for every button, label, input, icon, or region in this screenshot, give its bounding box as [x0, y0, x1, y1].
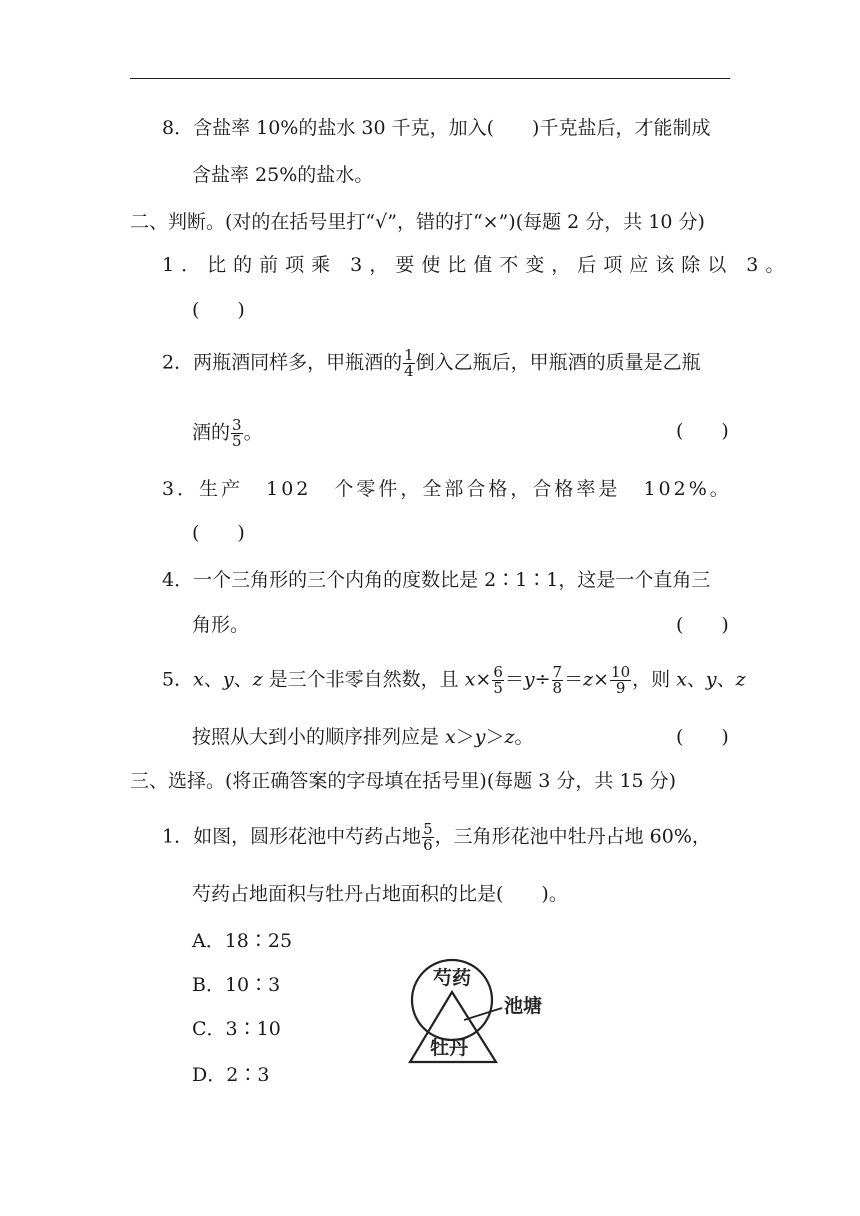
- fraction-six-fifths: $\frac{6}{5}$: [493, 663, 503, 697]
- choice-1-line2: 芍药占地面积与牡丹占地面积的比是( )。: [192, 883, 568, 905]
- judge-5-paren: ( ): [676, 726, 729, 748]
- option-c: C．3∶10: [192, 1018, 281, 1040]
- pond-diagram: [404, 950, 564, 1068]
- judge-4-paren: ( ): [676, 614, 729, 636]
- judge-2-paren: ( ): [676, 420, 729, 442]
- section2-heading: 二、判断。(对的在括号里打“√”，错的打“×”)(每题 2 分，共 10 分): [130, 211, 705, 233]
- circle-label: 芍药: [433, 967, 472, 989]
- judge-5-line1: 5．x、y、z 是三个非零自然数，且 x× $\frac{6}{5}$ ＝y÷ $\frac{7}{8}$ ＝z× $\frac{10}{9}$ ，则 x、y、z: [162, 663, 746, 697]
- judge-2-text-b: 倒入乙瓶后，甲瓶酒的质量是乙瓶: [415, 351, 701, 374]
- question-8-line1: 8．含盐率 10%的盐水 30 千克，加入( )千克盐后，才能制成: [162, 117, 711, 139]
- section3-heading: 三、选择。(将正确答案的字母填在括号里)(每题 3 分，共 15 分): [130, 770, 677, 792]
- fraction-five-sixths: $\frac{5}{6}$: [423, 820, 433, 854]
- judge-4-line1: 4．一个三角形的三个内角的度数比是 2∶1∶1，这是一个直角三: [162, 569, 711, 591]
- option-b: B．10∶3: [192, 974, 281, 996]
- judge-2-line1: [162, 348, 701, 379]
- triangle-label: 牡丹: [430, 1037, 469, 1059]
- judge-4-line2: 角形。: [192, 614, 250, 636]
- fraction-ten-ninths: $\frac{10}{9}$: [611, 663, 631, 697]
- question-8-line2: 含盐率 25%的盐水。: [192, 164, 374, 186]
- fraction-seven-eighths: $\frac{7}{8}$: [552, 663, 563, 697]
- pond-pointer-line: [464, 1008, 502, 1020]
- judge-2-line2: 酒的 $\frac{3}{5}$ 。: [192, 416, 263, 450]
- judge-2-text-a: 2．两瓶酒同样多，甲瓶酒的: [162, 351, 403, 374]
- judge-3-paren: ( ): [192, 522, 245, 544]
- fraction-one-quarter: $\frac{1}{4}$: [404, 346, 414, 380]
- pond-label: 池塘: [504, 995, 543, 1017]
- judge-1-paren: ( ): [192, 299, 245, 321]
- choice-1-line1: 1．如图，圆形花池中芍药占地 $\frac{5}{6}$ ，三角形花池中牡丹占地 60%，: [162, 820, 711, 854]
- header-rule: [130, 78, 730, 79]
- option-d: D．2∶3: [192, 1064, 270, 1086]
- judge-1-text: 1．比的前项乘 3，要使比值不变，后项应该除以 3。: [162, 254, 792, 276]
- judge-5-line2: 按照从大到小的顺序排列应是 x＞y＞z。: [192, 726, 534, 748]
- option-a: A．18∶25: [192, 930, 293, 952]
- fraction-three-fifths: $\frac{3}{5}$: [232, 416, 242, 450]
- judge-3-text: 3．生产 102 个零件，全部合格，合格率是 102%。: [162, 478, 732, 500]
